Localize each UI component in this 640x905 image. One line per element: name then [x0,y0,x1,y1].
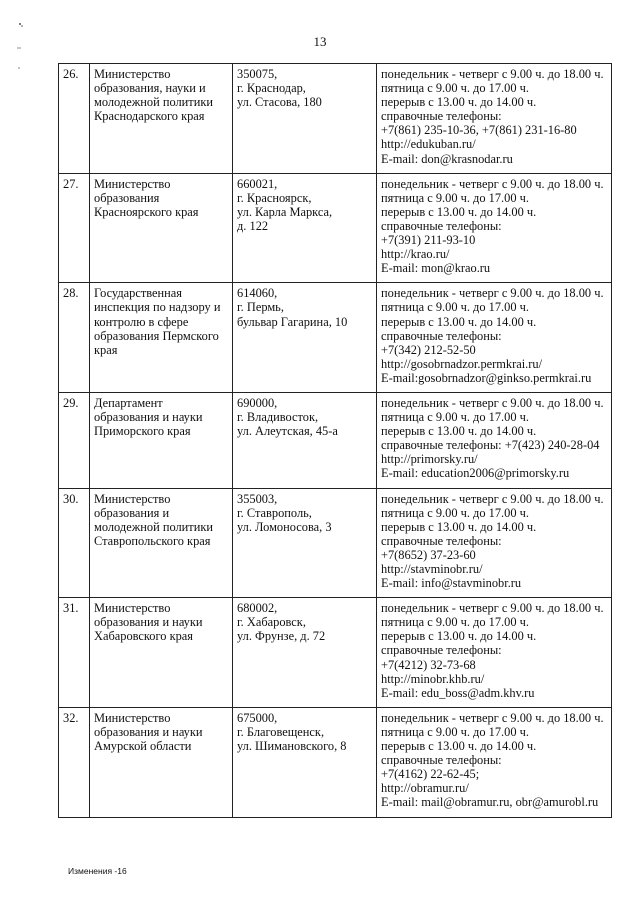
contacts-cell [377,283,612,393]
contact-line: справочные телефоны: [381,218,502,233]
address-line: 614060, [237,286,278,301]
row-number: 27. [59,173,90,283]
contact-line: справочные телефоны: [381,109,502,124]
contact-line: пятница с 9.00 ч. до 17.00 ч. [381,724,529,739]
contact-line: E-mail: education2006@primorsky.ru [381,466,570,481]
contact-line: E-mail: edu_boss@adm.khv.ru [381,685,535,700]
table-row [59,64,612,174]
contact-line: перерыв с 13.00 ч. до 14.00 ч. [381,424,537,439]
contact-line: http://gosobrnadzor.permkrai.ru/ [381,356,543,371]
contact-line: http://minobr.khb.ru/ [381,671,485,686]
contact-line: +7(391) 211-93-10 [381,233,476,248]
contact-line: http://krao.ru/ [381,247,450,262]
table-row [59,392,612,488]
address-line: ул. Шимановского, 8 [237,739,347,754]
contact-line: http://edukuban.ru/ [381,137,476,152]
address-line: г. Пермь, [237,300,284,315]
address-cell [233,488,377,598]
address-cell [233,392,377,488]
contact-line: http://stavminobr.ru/ [381,562,483,576]
contact-line: +7(342) 212-52-50 [381,342,476,357]
address-cell [233,707,377,817]
contact-line: +7(4162) 22-62-45; [381,767,480,782]
scan-specks [8,20,28,80]
address-line: г. Краснодар, [237,81,306,96]
organization-name: Государственная инспекция по надзору и контролю в сфере образования Пермского края [90,283,233,393]
organization-name: Министерство образования Красноярского края [90,173,233,283]
contact-line: E-mail: info@stavminobr.ru [381,576,522,591]
contact-line: понедельник - четверг с 9.00 ч. до 18.00 ч. [381,710,604,725]
footer-note: Изменения -16 [68,866,127,876]
contact-line: перерыв с 13.00 ч. до 14.00 ч. [381,629,537,644]
contacts-cell [377,598,612,708]
organization-name: Министерство образования и науки Амурской области [90,707,233,817]
table-row [59,283,612,393]
contact-line: пятница с 9.00 ч. до 17.00 ч. [381,81,529,96]
address-line: 350075, [237,67,278,81]
address-line: д. 122 [237,218,269,233]
address-line: ул. Стасова, 180 [237,95,322,110]
table-row [59,173,612,283]
contacts-cell [377,173,612,283]
row-number: 29. [59,392,90,488]
address-line: ул. Алеутская, 45-а [237,424,338,439]
address-line: ул. Фрунзе, д. 72 [237,629,326,644]
address-line: г. Благовещенск, [237,724,325,739]
contact-line: понедельник - четверг с 9.00 ч. до 18.00 ч. [381,176,604,191]
address-line: бульвар Гагарина, 10 [237,314,348,329]
address-line: г. Ставрополь, [237,505,312,520]
contact-line: перерыв с 13.00 ч. до 14.00 ч. [381,739,537,754]
address-line: ул. Ломоносова, 3 [237,519,332,534]
contact-line: справочные телефоны: [381,328,502,343]
contact-line: пятница с 9.00 ч. до 17.00 ч. [381,615,529,630]
contact-line: http://primorsky.ru/ [381,452,478,467]
contact-line: понедельник - четверг с 9.00 ч. до 18.00 ч. [381,395,604,410]
contact-line: E-mail: don@krasnodar.ru [381,151,513,166]
contact-line: понедельник - четверг с 9.00 ч. до 18.00 ч. [381,491,604,506]
contacts-cell [377,64,612,174]
address-line: г. Владивосток, [237,410,319,425]
contact-line: пятница с 9.00 ч. до 17.00 ч. [381,410,529,425]
address-cell [233,173,377,283]
contacts-cell [377,488,612,598]
contacts-cell [377,392,612,488]
table-row [59,598,612,708]
contact-line: пятница с 9.00 ч. до 17.00 ч. [381,505,529,520]
contact-line: справочные телефоны: +7(423) 240-28-04 [381,438,600,453]
address-line: ул. Карла Маркса, [237,204,333,219]
organization-name: Министерство образования и науки Хабаровского края [90,598,233,708]
contact-line: +7(861) 235-10-36, +7(861) 231-16-80 [381,123,577,138]
address-line: 660021, [237,176,278,191]
row-number: 26. [59,64,90,174]
address-line: 690000, [237,395,278,410]
address-cell [233,64,377,174]
organization-name: Департамент образования и науки Приморского края [90,392,233,488]
row-number: 28. [59,283,90,393]
row-number: 30. [59,488,90,598]
registry-table [58,63,612,818]
contact-line: перерыв с 13.00 ч. до 14.00 ч. [381,95,537,110]
organization-name: Министерство образования, науки и молодежной политики Краснодарского края [90,64,233,174]
address-line: 355003, [237,491,278,506]
address-line: 680002, [237,601,278,616]
contact-line: понедельник - четверг с 9.00 ч. до 18.00 ч. [381,67,604,81]
contact-line: перерыв с 13.00 ч. до 14.00 ч. [381,519,537,534]
row-number: 31. [59,598,90,708]
table-row [59,707,612,817]
organization-name: Министерство образования и молодежной политики Ставропольского края [90,488,233,598]
page-number: 13 [313,34,327,49]
contact-line: понедельник - четверг с 9.00 ч. до 18.00 ч. [381,286,604,301]
table-row [59,488,612,598]
contact-line: пятница с 9.00 ч. до 17.00 ч. [381,190,529,205]
contact-line: справочные телефоны: [381,533,502,548]
address-cell [233,598,377,708]
contacts-cell [377,707,612,817]
contact-line: перерыв с 13.00 ч. до 14.00 ч. [381,314,537,329]
contact-line: http://obramur.ru/ [381,781,469,796]
contact-line: E-mail: mon@krao.ru [381,261,491,276]
contact-line: +7(8652) 37-23-60 [381,547,476,562]
contact-line: справочные телефоны: [381,753,502,768]
row-number: 32. [59,707,90,817]
address-line: г. Красноярск, [237,190,312,205]
contact-line: +7(4212) 32-73-68 [381,657,476,672]
address-line: г. Хабаровск, [237,615,306,630]
contact-line: справочные телефоны: [381,643,502,658]
address-cell [233,283,377,393]
contact-line: E-mail:gosobrnadzor@ginkso.permkrai.ru [381,370,592,385]
contact-line: перерыв с 13.00 ч. до 14.00 ч. [381,204,537,219]
contact-line: пятница с 9.00 ч. до 17.00 ч. [381,300,529,315]
contact-line: E-mail: mail@obramur.ru, obr@amurobl.ru [381,795,599,810]
contact-line: понедельник - четверг с 9.00 ч. до 18.00 ч. [381,601,604,616]
address-line: 675000, [237,710,278,725]
